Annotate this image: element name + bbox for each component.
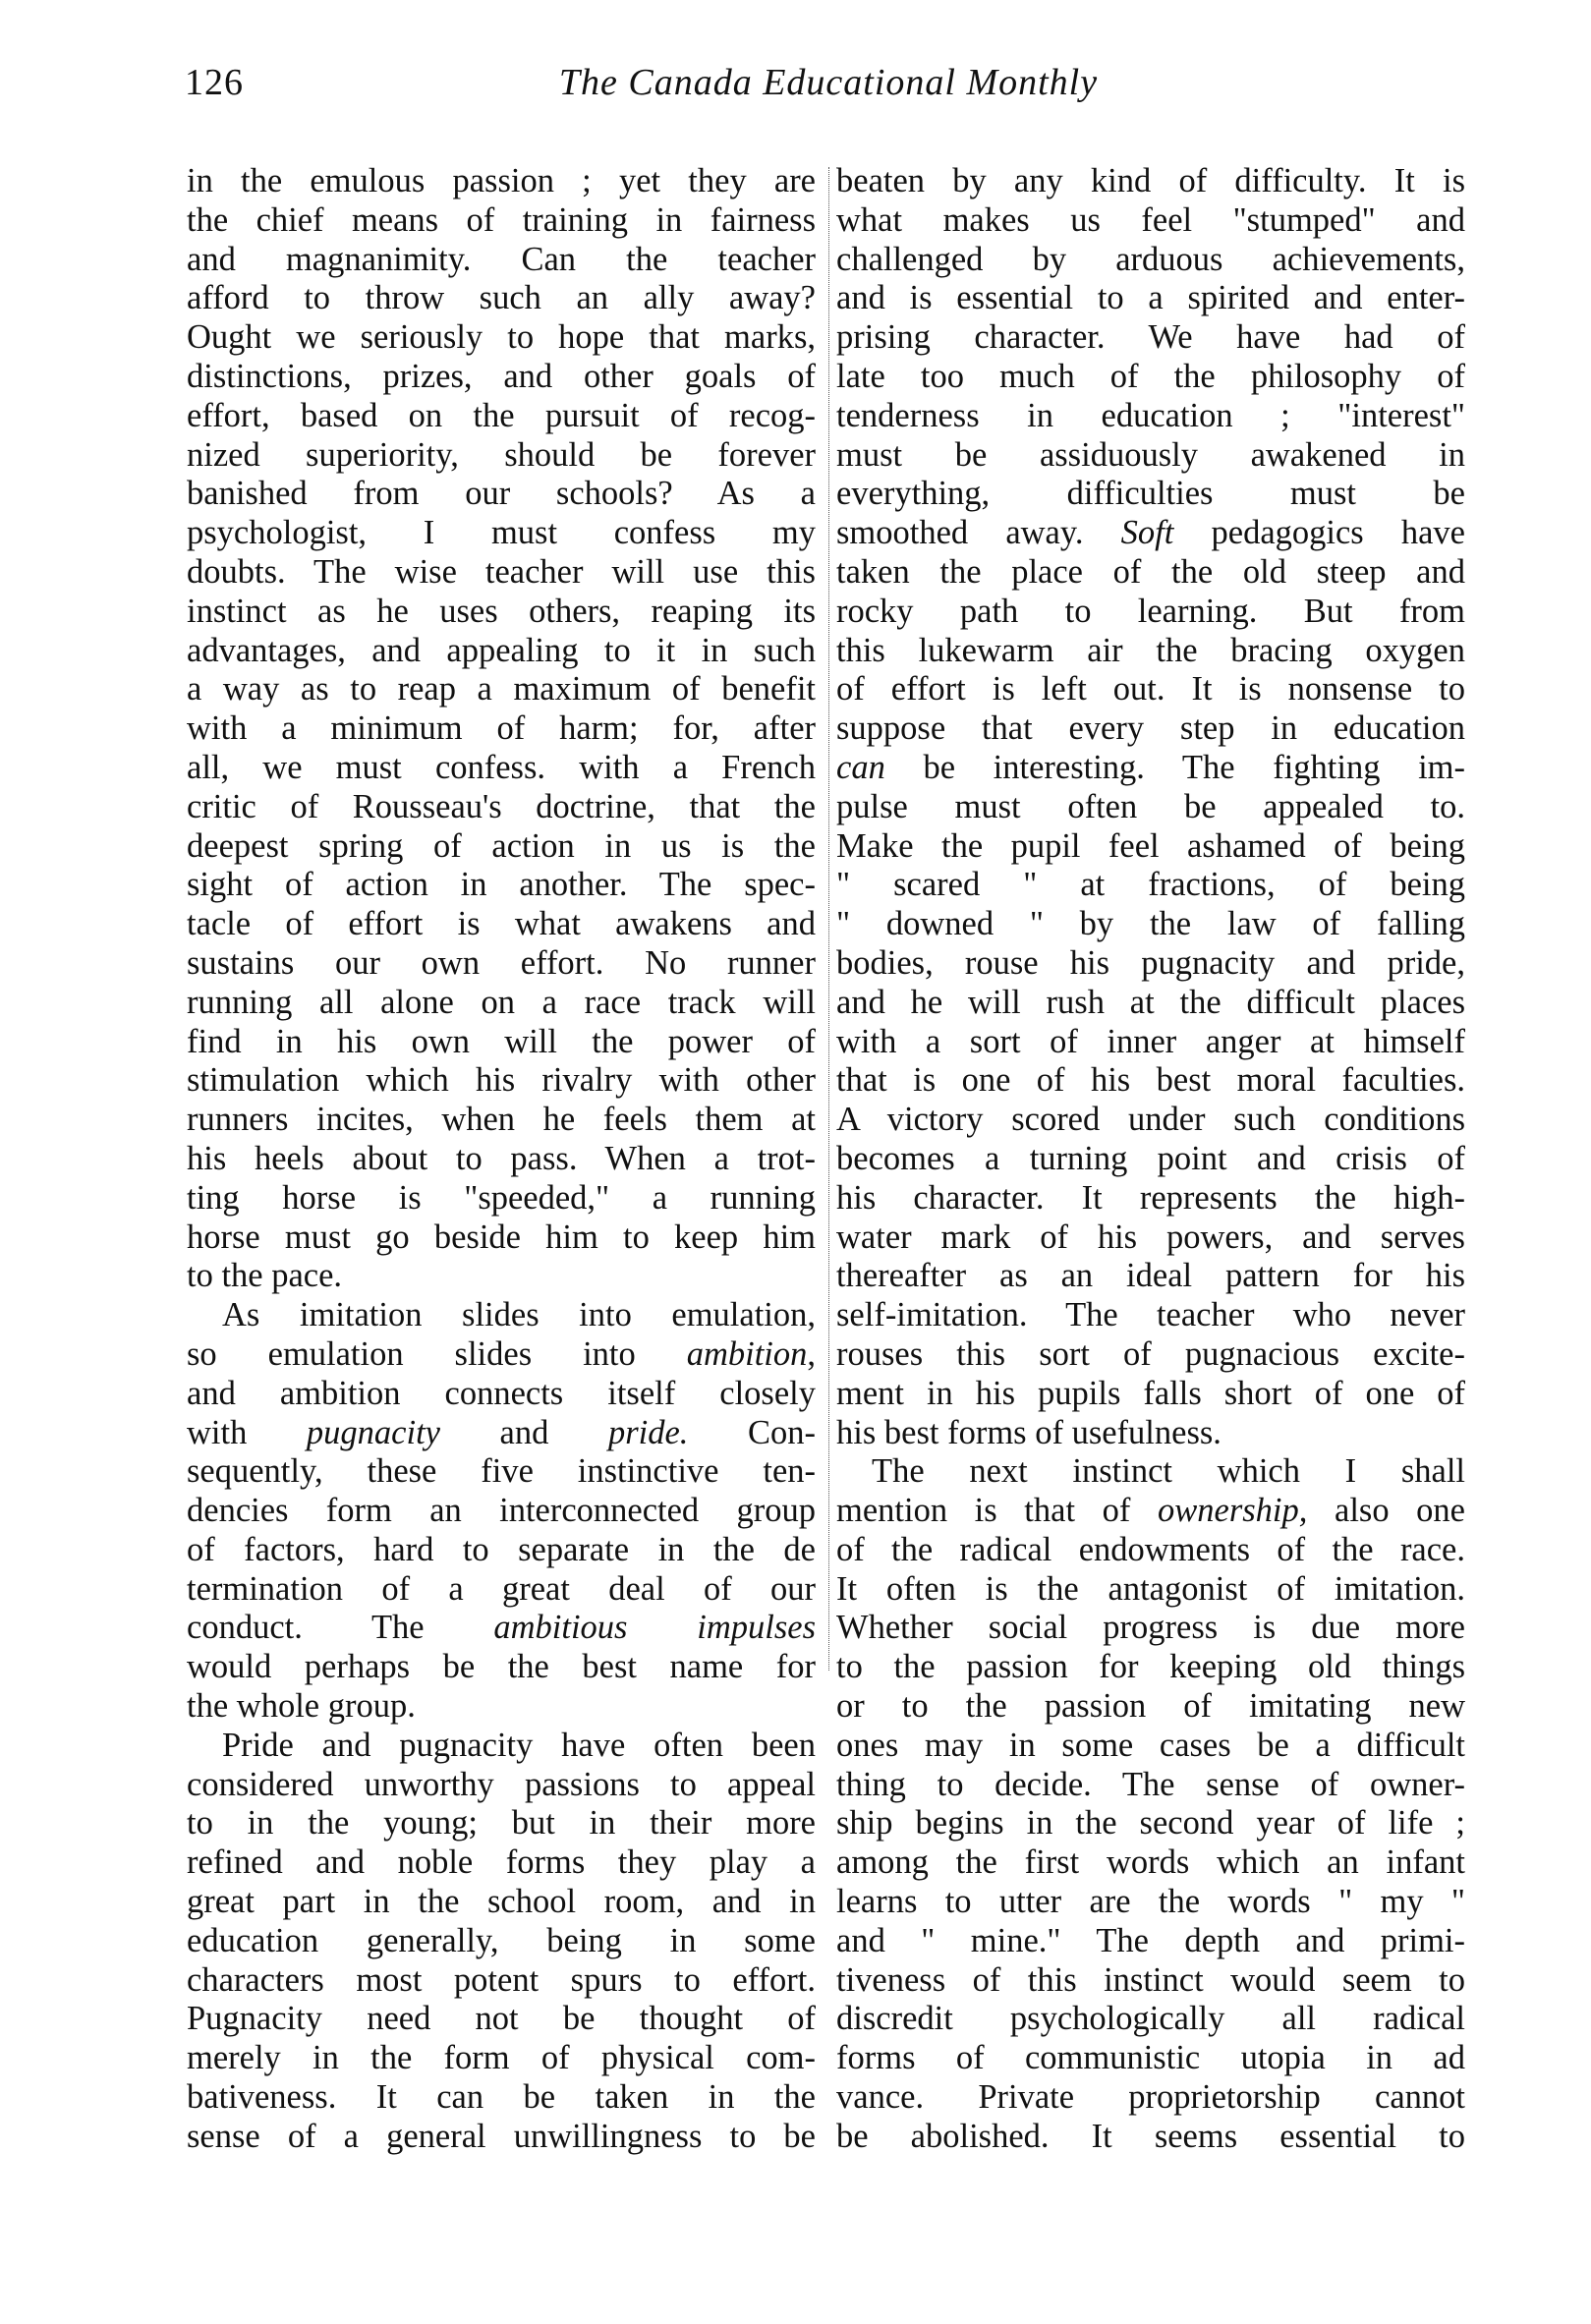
text-line: of factors, hard to separate in the de (187, 1530, 816, 1568)
text-line: a way as to reap a maximum of benefit (187, 670, 816, 709)
text-line: would perhaps be the best name for (187, 1648, 816, 1686)
text-line: rocky path to learning. But from (836, 592, 1465, 630)
text-line: and " mine." The depth and primi- (836, 1921, 1465, 1959)
text-line: termination of a great deal of our (187, 1569, 816, 1608)
text-line: As imitation slides into emulation, (222, 1296, 816, 1334)
text-line: Ought we seriously to hope that marks, (187, 318, 816, 357)
text-line: Pride and pugnacity have often been (222, 1726, 816, 1764)
column-divider (828, 167, 829, 1671)
text-line: distinctions, prizes, and other goals of (187, 357, 816, 395)
text-line: this lukewarm air the bracing oxygen (836, 631, 1465, 669)
text-line: or to the passion of imitating new (836, 1687, 1465, 1726)
text-line: Pugnacity need not be thought of (187, 2000, 816, 2038)
text-line: vance. Private proprietorship cannot (836, 2078, 1465, 2117)
running-title: The Canada Educational Monthly (558, 62, 1099, 103)
text-line: and is essential to a spirited and enter- (836, 279, 1465, 317)
text-line: taken the place of the old steep and (836, 552, 1465, 591)
text-line: mention is that of ownership, also one (836, 1492, 1465, 1530)
text-line: suppose that every step in education (836, 709, 1465, 748)
text-line: to the passion for keeping old things (836, 1648, 1465, 1686)
text-line: and ambition connects itself closely (187, 1374, 816, 1412)
text-line: late too much of the philosophy of (836, 357, 1465, 395)
text-line: merely in the form of physical com- (187, 2039, 816, 2077)
text-line: ment in his pupils falls short of one of (836, 1374, 1465, 1412)
text-line: sense of a general unwillingness to be (187, 2117, 816, 2155)
text-line: tacle of effort is what awakens and (187, 905, 816, 943)
text-line: psychologist, I must confess my (187, 514, 816, 552)
text-line: his best forms of usefulness. (836, 1413, 1222, 1451)
text-line: and magnanimity. Can the teacher (187, 240, 816, 278)
text-line: to in the young; but in their more (187, 1804, 816, 1842)
text-line: conduct. The ambitious impulses (187, 1609, 816, 1647)
text-line: thereafter as an ideal pattern for his (836, 1257, 1465, 1295)
text-line: of the radical endowments of the race. (836, 1530, 1465, 1568)
text-line: with a minimum of harm; for, after (187, 709, 816, 748)
text-line: bodies, rouse his pugnacity and pride, (836, 943, 1465, 982)
text-line: forms of communistic utopia in ad (836, 2039, 1465, 2077)
text-line: sight of action in another. The spec- (187, 866, 816, 904)
text-line: dencies form an interconnected group (187, 1492, 816, 1530)
text-line: smoothed away. Soft pedagogics have (836, 514, 1465, 552)
text-line: bativeness. It can be taken in the (187, 2078, 816, 2117)
text-line: Make the pupil feel ashamed of being (836, 826, 1465, 865)
text-line: ship begins in the second year of life ; (836, 1804, 1465, 1842)
text-line: great part in the school room, and in (187, 1883, 816, 1921)
text-line: considered unworthy passions to appeal (187, 1765, 816, 1803)
text-line: ones may in some cases be a difficult (836, 1726, 1465, 1764)
text-line: can be interesting. The fighting im- (836, 748, 1465, 786)
text-line: challenged by arduous achievements, (836, 240, 1465, 278)
text-line: to the pace. (187, 1257, 343, 1295)
right-column (836, 162, 1465, 2157)
text-line: everything, difficulties must be (836, 475, 1465, 513)
text-line: beaten by any kind of difficulty. It is (836, 162, 1465, 199)
text-line: sequently, these five instinctive ten- (187, 1452, 816, 1491)
text-line: water mark of his powers, and serves (836, 1218, 1465, 1256)
text-line: thing to decide. The sense of owner- (836, 1765, 1465, 1803)
text-line: refined and noble forms they play a (187, 1843, 816, 1882)
left-column (187, 162, 816, 2157)
text-line: " scared " at fractions, of being (836, 866, 1465, 904)
text-line: self-imitation. The teacher who never (836, 1296, 1465, 1334)
text-line: discredit psychologically all radical (836, 2000, 1465, 2038)
text-line: " downed " by the law of falling (836, 905, 1465, 943)
text-line: tiveness of this instinct would seem to (836, 1960, 1465, 1999)
text-line: characters most potent spurs to effort. (187, 1960, 816, 1999)
text-line: critic of Rousseau's doctrine, that the (187, 787, 816, 825)
text-line: stimulation which his rivalry with other (187, 1061, 816, 1100)
text-line: his character. It represents the high- (836, 1178, 1465, 1217)
text-line: ting horse is "speeded," a running (187, 1178, 816, 1217)
text-line: afford to throw such an ally away? (187, 279, 816, 317)
text-line: of effort is left out. It is nonsense to (836, 670, 1465, 709)
text-line: tenderness in education ; "interest" (836, 396, 1465, 434)
text-line: with a sort of inner anger at himself (836, 1022, 1465, 1060)
text-line: among the first words which an infant (836, 1843, 1465, 1882)
text-line: so emulation slides into ambition, (187, 1334, 816, 1373)
text-line: effort, based on the pursuit of recog- (187, 396, 816, 434)
text-line: horse must go beside him to keep him (187, 1218, 816, 1256)
text-line: must be assiduously awakened in (836, 435, 1465, 474)
text-line: with pugnacity and pride. Con- (187, 1413, 816, 1451)
text-line: The next instinct which I shall (872, 1452, 1465, 1491)
text-line: his heels about to pass. When a trot- (187, 1139, 816, 1177)
text-line: and he will rush at the difficult places (836, 983, 1465, 1021)
text-line: sustains our own effort. No runner (187, 943, 816, 982)
text-line: that is one of his best moral faculties. (836, 1061, 1465, 1100)
text-line: nized superiority, should be forever (187, 435, 816, 474)
text-line: pulse must often be appealed to. (836, 787, 1465, 825)
text-line: what makes us feel "stumped" and (836, 200, 1465, 239)
text-line: A victory scored under such conditions (836, 1101, 1465, 1139)
text-line: learns to utter are the words " my " (836, 1883, 1465, 1921)
text-line: Whether social progress is due more (836, 1609, 1465, 1647)
text-line: in the emulous passion ; yet they are (187, 162, 816, 199)
text-line: rouses this sort of pugnacious excite- (836, 1334, 1465, 1373)
page-header (185, 61, 1472, 120)
text-line: education generally, being in some (187, 1921, 816, 1959)
text-line: doubts. The wise teacher will use this (187, 552, 816, 591)
text-line: deepest spring of action in us is the (187, 826, 816, 865)
text-line: find in his own will the power of (187, 1022, 816, 1060)
text-line: advantages, and appealing to it in such (187, 631, 816, 669)
text-line: prising character. We have had of (836, 318, 1465, 357)
page-number: 126 (185, 62, 244, 103)
text-line: instinct as he uses others, reaping its (187, 592, 816, 630)
text-line: all, we must confess. with a French (187, 748, 816, 786)
text-line: It often is the antagonist of imitation. (836, 1569, 1465, 1608)
text-line: be abolished. It seems essential to (836, 2117, 1465, 2155)
text-line: running all alone on a race track will (187, 983, 816, 1021)
text-line: the chief means of training in fairness (187, 200, 816, 239)
text-line: banished from our schools? As a (187, 475, 816, 513)
text-line: runners incites, when he feels them at (187, 1101, 816, 1139)
text-line: becomes a turning point and crisis of (836, 1139, 1465, 1177)
text-line: the whole group. (187, 1687, 416, 1726)
